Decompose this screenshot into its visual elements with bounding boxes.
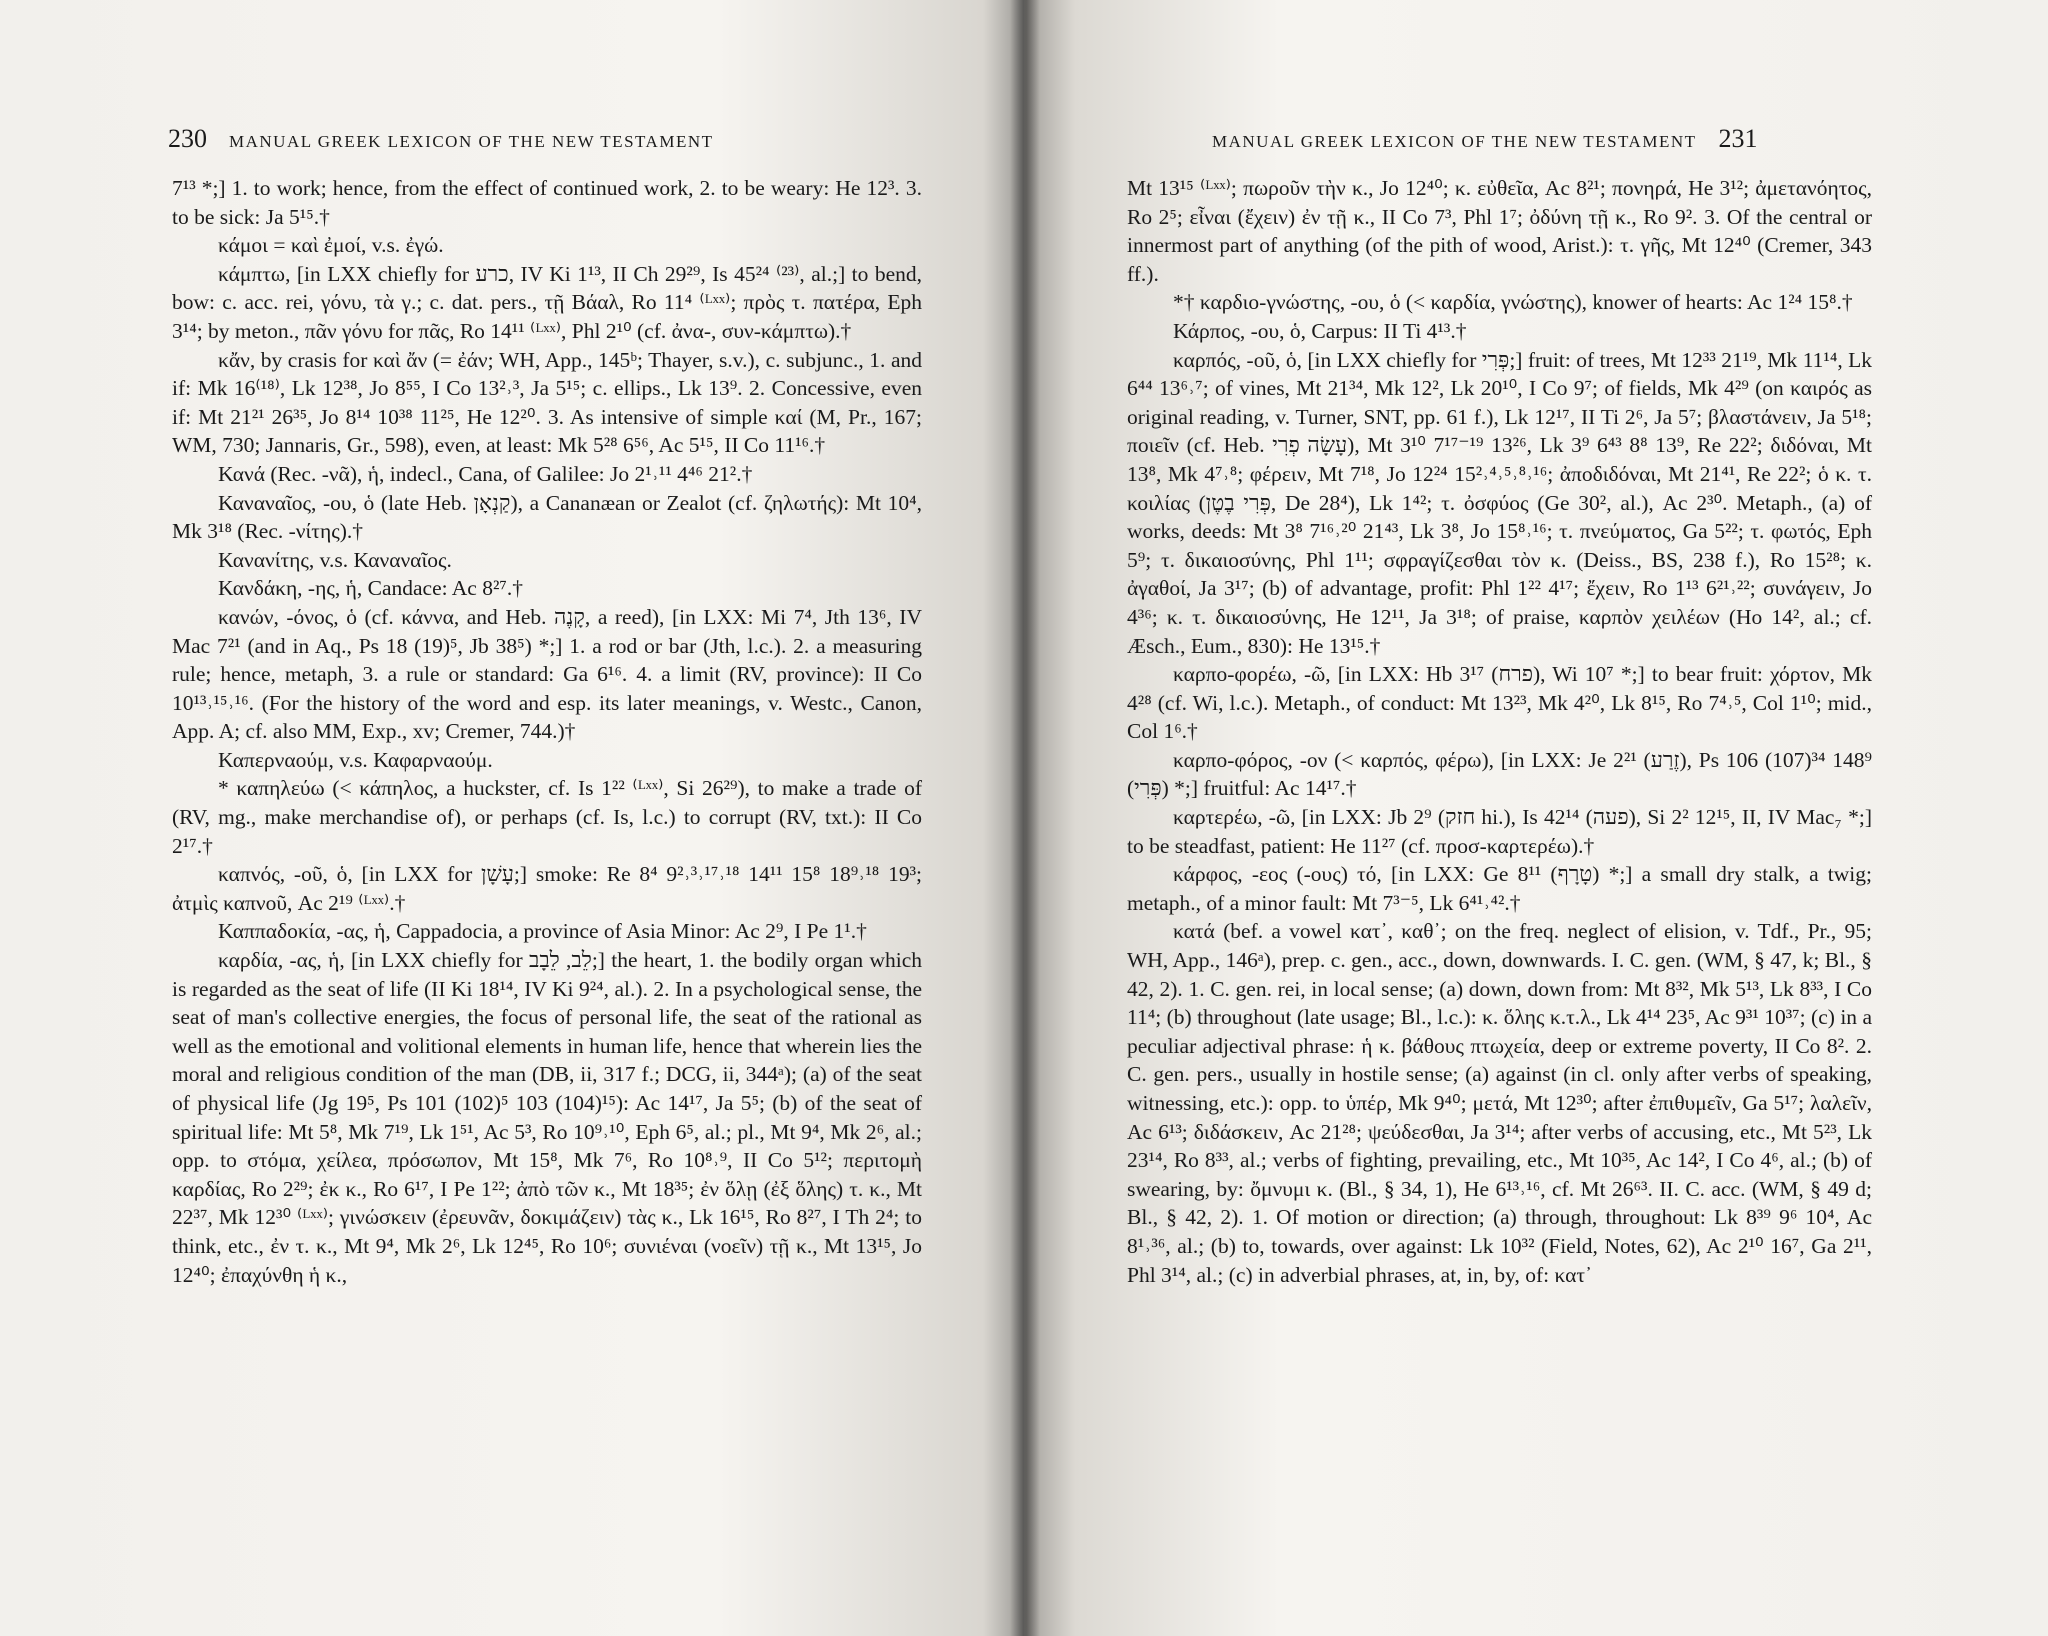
lexicon-entry: Καπερναούμ, v.s. Καφαρναούμ.: [218, 747, 493, 772]
lexicon-entry: κατά (bef. a vowel κατ᾽, καθ᾽; on the freq. neglect of elision, v. Tdf., Pr., 95; WH, App., 146ᵃ), prep. c. gen., acc., down, downwards. I. C. gen. (WM, § 47, k; Bl., § 42, 2). 1. C. gen. rei, in local sense; (a) down, down from: Mt 8³², Mk 5¹³, Lk 8³³, I Co 11⁴; (b) throughout (late usage; Bl., l.c.): κ. ὅλης κ.τ.λ., Lk 4¹⁴ 23⁵, Ac 9³¹ 10³⁷; (c) in a peculiar adjectival phrase: ἡ κ. βάθους πτωχεία, deep or extreme poverty, II Co 8². 2. C. gen. pers., usually in hostile sense; (a) against (in cl. only after verbs of speaking, witnessing, etc.): opp. to ὑπέρ, Mk 9⁴⁰; μετά, Mt 12³⁰; after ἐπιθυμεῖν, Ga 5¹⁷; λαλεῖν, Ac 6¹³; διδάσκειν, Ac 21²⁸; ψεύδεσθαι, Ja 3¹⁴; after verbs of accusing, etc., Mt 5²³, Lk 23¹⁴, Ro 8³³, al.; verbs of fighting, prevailing, etc., Mt 10³⁵, Ac 14², I Co 4⁶, al.; (b) of swearing, by: ὄμνυμι κ. (Bl., § 34, 1), He 6¹³˒¹⁶, cf. Mt 26⁶³. II. C. acc. (WM, § 49 d; Bl., § 42, 2). 1. Of motion or direction; (a) through, throughout: Lk 8³⁹ 9⁶ 10⁴, Ac 8¹˒³⁶, al.; (b) to, towards, over against: Lk 10³² (Field, Notes, 62), Ac 2¹⁰ 16⁷, Ga 2¹¹, Phl 3¹⁴, al.; (c) in adverbial phrases, at, in, by, of: κατ᾽: [1127, 919, 1872, 1287]
left-page-header: [168, 124, 713, 156]
right-page-number: 231: [1718, 124, 1758, 153]
lexicon-entry: Κανδάκη, -ης, ἡ, Candace: Ac 8²⁷.†: [218, 576, 524, 601]
lexicon-entry: κἄν, by crasis for καὶ ἄν (= ἐάν; WH, App., 145ᵇ; Thayer, s.v.), c. subjunc., 1. and if: Mk 16⁽¹⁸⁾, Lk 12³⁸, Jo 8⁵⁵, I Co 13²˒³, Ja 5¹⁵; c. ellips., Lk 13⁹. 2. Concessive, even if: Mt 21²¹ 26³⁵, Jo 8¹⁴ 10³⁸ 11²⁵, He 12²⁰. 3. As intensive of simple καί (M, Pr., 167; WM, 730; Jannaris, Gr., 598), even, at least: Mk 5²⁸ 6⁵⁶, Ac 5¹⁵, II Co 11¹⁶.†: [172, 347, 922, 458]
lexicon-entry: Καππαδοκία, -ας, ἡ, Cappadocia, a province of Asia Minor: Ac 2⁹, I Pe 1¹.†: [218, 919, 867, 944]
lexicon-entry: κάμπτω, [in LXX chiefly for כרע, IV Ki 1¹³, II Ch 29²⁹, Is 45²⁴ ⁽²³⁾, al.;] to bend, bow: c. acc. rei, γόνυ, τὰ γ.; c. dat. pers., τῇ Βάαλ, Ro 11⁴ ⁽ᴸˣˣ⁾; πρὸς τ. πατέρα, Eph 3¹⁴; by meton., πᾶν γόνυ for πᾶς, Ro 14¹¹ ⁽ᴸˣˣ⁾, Phl 2¹⁰ (cf. ἀνα-, συν-κάμπτω).†: [172, 261, 922, 343]
lexicon-entry: καρτερέω, -ῶ, [in LXX: Jb 2⁹ (חזק hi.), Is 42¹⁴ (פעה), Si 2² 12¹⁵, II, IV Mac₇ *;] to be steadfast, patient: He 11²⁷ (cf. προσ-καρτερέω).†: [1127, 805, 1872, 858]
lexicon-entry: καρπός, -οῦ, ὁ, [in LXX chiefly for פְּרִי;] fruit: of trees, Mt 12³³ 21¹⁹, Mk 11¹⁴, Lk 6⁴⁴ 13⁶˒⁷; of vines, Mt 21³⁴, Mk 12², Lk 20¹⁰, I Co 9⁷; of fields, Mk 4²⁹ (on καιρός as original reading, v. Turner, SNT, pp. 61 f.), Lk 12¹⁷, II Ti 2⁶, Ja 5⁷; βλαστάνειν, Ja 5¹⁸; ποιεῖν (cf. Heb. עָשָׂה פְרִי), Mt 3¹⁰ 7¹⁷⁻¹⁹ 13²⁶, Lk 3⁹ 6⁴³ 8⁸ 13⁹, Re 22²; διδόναι, Mt 13⁸, Mk 4⁷˒⁸; φέρειν, Mt 7¹⁸, Jo 12²⁴ 15²˒⁴˒⁵˒⁸˒¹⁶; ἀποδιδόναι, Mt 21⁴¹, Re 22²; ὁ κ. τ. κοιλίας (פְּרִי בֶטֶן, De 28⁴), Lk 1⁴²; τ. ὀσφύος (Ge 30², al.), Ac 2³⁰. Metaph., (a) of works, deeds: Mt 3⁸ 7¹⁶˒²⁰ 21⁴³, Lk 3⁸, Jo 15⁸˒¹⁶; τ. πνεύματος, Ga 5²²; τ. φωτός, Eph 5⁹; τ. δικαιοσύνης, Phl 1¹¹; σφραγίζεσθαι τὸν κ. (Deiss., BS, 238 f.), Ro 15²⁸; κ. ἀγαθοί, Ja 3¹⁷; (b) of advantage, profit: Phl 1²² 4¹⁷; ἔχειν, Ro 1¹³ 6²¹˒²²; συνάγειν, Jo 4³⁶; κ. τ. δικαιοσύνης, He 12¹¹, Ja 3¹⁸; of praise, καρπὸν χειλέων (Ho 14², al.; cf. Æsch., Eum., 830): He 13¹⁵.†: [1127, 347, 1872, 658]
lexicon-entry: Καναναῖος, -ου, ὁ (late Heb. קַנְאָן), a Cananæan or Zealot (cf. ζηλωτής): Mt 10⁴, Mk 3¹⁸ (Rec. -νίτης).†: [172, 490, 922, 544]
lexicon-entry: Κάρπος, -ου, ὁ, Carpus: II Ti 4¹³.†: [1173, 318, 1467, 343]
left-running-head: MANUAL GREEK LEXICON OF THE NEW TESTAMENT: [229, 132, 714, 151]
lexicon-entry: κάρφος, -εος (-ους) τό, [in LXX: Ge 8¹¹ (טָרָף) *;] a small dry stalk, a twig; metaph., of a minor fault: Mt 7³⁻⁵, Lk 6⁴¹˒⁴².†: [1127, 862, 1872, 915]
lexicon-entry: καρδία, -ας, ἡ, [in LXX chiefly for לֵב, לֵבָב;] the heart, 1. the bodily organ which is regarded as the seat of life (II Ki 18¹⁴, IV Ki 9²⁴, al.). 2. In a psychological sense, the seat of man's collective energies, the focus of personal life, the seat of the rational as well as the emotional and volitional elements in human life, hence that wherein lies the moral and religious condition of the man (DB, ii, 317 f.; DCG, ii, 344ᵃ); (a) of the seat of physical life (Jg 19⁵, Ps 101 (102)⁵ 103 (104)¹⁵): Ac 14¹⁷, Ja 5⁵; (b) of the seat of spiritual life: Mt 5⁸, Mk 7¹⁹, Lk 1⁵¹, Ac 5³, Ro 10⁹˒¹⁰, Eph 6⁵, al.; pl., Mt 9⁴, Mk 2⁶, al.; opp. to στόμα, χείλεα, πρόσωπον, Mt 15⁸, Mk 7⁶, Ro 10⁸˒⁹, II Co 5¹²; περιτομὴ καρδίας, Ro 2²⁹; ἐκ κ., Ro 6¹⁷, I Pe 1²²; ἀπὸ τῶν κ., Mt 18³⁵; ἐν ὅλῃ (ἐξ ὅλης) τ. κ., Mt 22³⁷, Mk 12³⁰ ⁽ᴸˣˣ⁾; γινώσκειν (ἐρευνᾶν, δοκιμάζειν) τὰς κ., Lk 16¹⁵, Ro 8²⁷, I Th 2⁴; to think, etc., ἐν τ. κ., Mt 9⁴, Mk 2⁶, Lk 12⁴⁵, Ro 10⁶; συνιέναι (νοεῖν) τῇ κ., Mt 13¹⁵, Jo 12⁴⁰; ἐπαχύνθη ἡ κ.,: [172, 948, 922, 1287]
right-page-body: [1127, 174, 1872, 1289]
right-running-head: MANUAL GREEK LEXICON OF THE NEW TESTAMENT: [1212, 132, 1697, 151]
lexicon-entry: καρπο-φορέω, -ῶ, [in LXX: Hb 3¹⁷ (פרח), Wi 10⁷ *;] to bear fruit: χόρτον, Mk 4²⁸ (cf. Wi, l.c.). Metaph., of conduct: Mt 13²³, Mk 4²⁰, Lk 8¹⁵, Ro 7⁴˒⁵, Col 1¹⁰; mid., Col 1⁶.†: [1127, 662, 1873, 744]
right-page: [1024, 0, 2048, 1636]
lexicon-entry: 7¹³ *;] 1. to work; hence, from the effect of continued work, 2. to be weary: He 12³. 3. to be sick: Ja 5¹⁵.†: [172, 176, 922, 229]
lexicon-entry: Mt 13¹⁵ ⁽ᴸˣˣ⁾; πωροῦν τὴν κ., Jo 12⁴⁰; κ. εὐθεῖα, Ac 8²¹; πονηρά, He 3¹²; ἀμετανόητος, Ro 2⁵; εἶναι (ἔχειν) ἐν τῇ κ., II Co 7³, Phl 1⁷; ὀδύνη τῇ κ., Ro 9². 3. Of the central or innermost part of anything (of the pith of wood, Arist.): τ. γῆς, Mt 12⁴⁰ (Cremer, 343 ff.).: [1127, 176, 1872, 286]
left-page-number: 230: [168, 124, 207, 153]
lexicon-entry: *† καρδιο-γνώστης, -ου, ὁ (< καρδία, γνώστης), knower of hearts: Ac 1²⁴ 15⁸.†: [1173, 290, 1853, 315]
lexicon-entry: Κανά (Rec. -νᾶ), ἡ, indecl., Cana, of Galilee: Jo 2¹˒¹¹ 4⁴⁶ 21².†: [218, 461, 753, 486]
lexicon-entry: καρπο-φόρος, -ον (< καρπός, φέρω), [in LXX: Je 2²¹ (זֶרַע), Ps 106 (107)³⁴ 148⁹ (פְּרִי) *;] fruitful: Ac 14¹⁷.†: [1127, 747, 1872, 801]
lexicon-entry: κανών, -όνος, ὁ (cf. κάννα, and Heb. קָנֶה, a reed), [in LXX: Mi 7⁴, Jth 13⁶, IV Mac 7²¹ (and in Aq., Ps 18 (19)⁵, Jb 38⁵) *;] 1. a rod or bar (Jth, l.c.). 2. a measuring rule; hence, metaph, 3. a rule or standard: Ga 6¹⁶. 4. a limit (RV, province): II Co 10¹³˒¹⁵˒¹⁶. (For the history of the word and esp. its later meanings, v. Westc., Canon, App. A; cf. also MM, Exp., xv; Cremer, 744.)†: [172, 604, 922, 744]
lexicon-entry: κάμοι = καὶ ἐμοί, v.s. ἐγώ.: [218, 233, 444, 258]
left-page-body: [172, 174, 922, 1289]
lexicon-entry: καπνός, -οῦ, ὁ, [in LXX for עָשָׁן;] smoke: Re 8⁴ 9²˒³˒¹⁷˒¹⁸ 14¹¹ 15⁸ 18⁹˒¹⁸ 19³; ἀτμὶς καπνοῦ, Ac 2¹⁹ ⁽ᴸˣˣ⁾.†: [172, 862, 922, 915]
right-page-header: [1212, 124, 1757, 156]
lexicon-entry: Κανανίτης, v.s. Καναναῖος.: [218, 547, 452, 572]
lexicon-entry: * καπηλεύω (< κάπηλος, a huckster, cf. Is 1²² ⁽ᴸˣˣ⁾, Si 26²⁹), to make a trade of (RV, mg., make merchandise of), or perhaps (cf. Is, l.c.) to corrupt (RV, txt.): II Co 2¹⁷.†: [172, 776, 922, 858]
